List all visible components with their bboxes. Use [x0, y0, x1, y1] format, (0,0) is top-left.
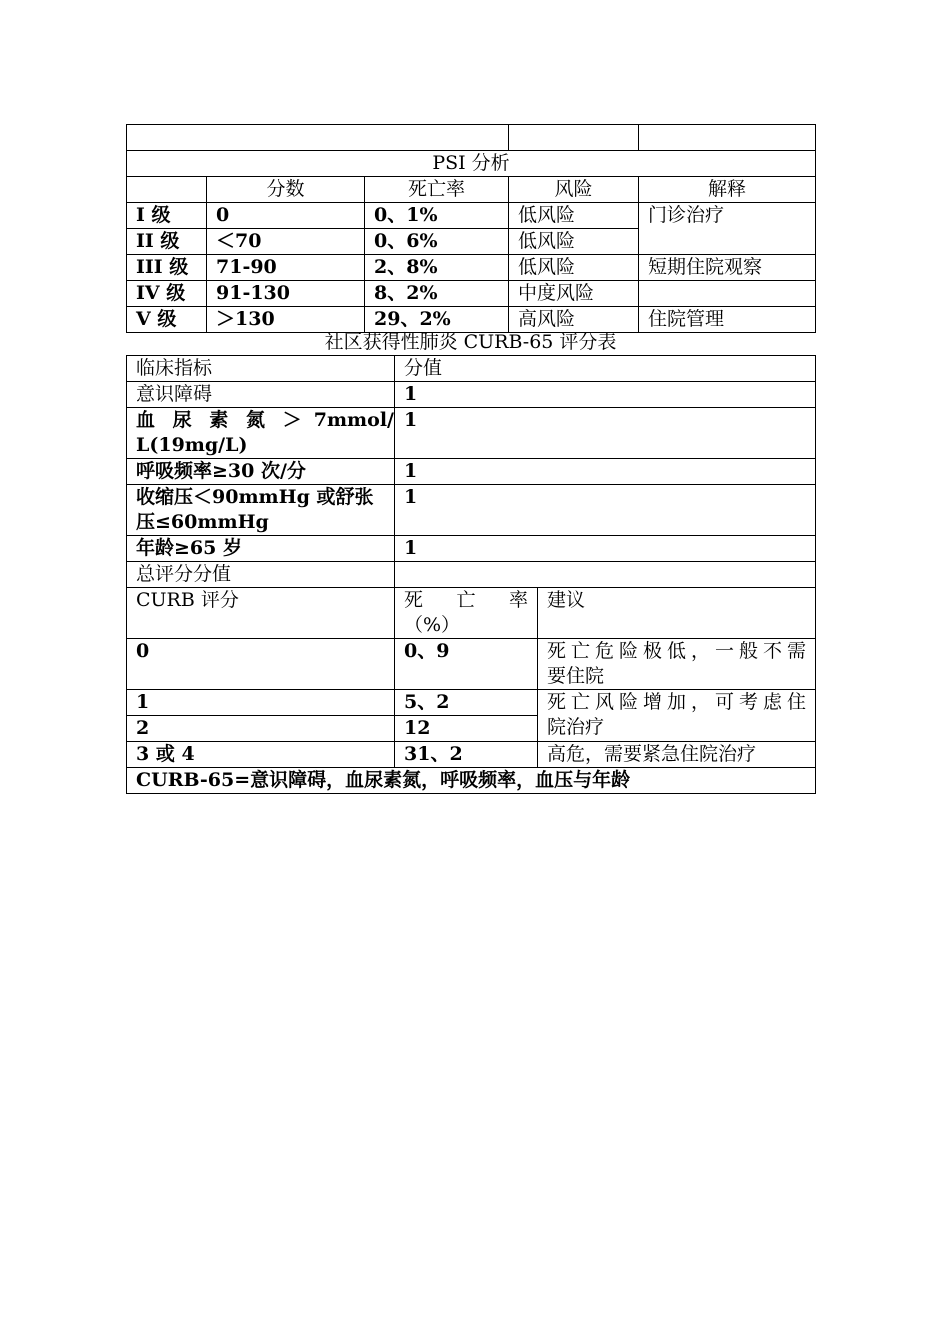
curb-advice-line: 院治疗: [547, 716, 605, 738]
curb-score-row: [127, 690, 816, 716]
curb-header-value: 分值: [395, 356, 816, 382]
curb-header-row: [127, 356, 816, 382]
psi-mortality: 0、1%: [365, 203, 509, 229]
curb-score: 1: [127, 690, 395, 716]
psi-title: PSI 分析: [127, 151, 816, 177]
psi-header-mortality: 死亡率: [365, 177, 509, 203]
psi-score: 71-90: [207, 255, 365, 281]
psi-grade: III 级: [127, 255, 207, 281]
psi-explanation: 短期住院观察: [639, 255, 816, 281]
curb-score-header: CURB 评分: [127, 588, 395, 639]
curb-indicator: [127, 408, 395, 459]
curb-value: 1: [395, 459, 816, 485]
psi-row: [127, 307, 816, 333]
psi-risk: 高风险: [509, 307, 639, 333]
psi-score: 0: [207, 203, 365, 229]
curb-item-row: [127, 485, 816, 536]
psi-mortality: 8、2%: [365, 281, 509, 307]
psi-table: [126, 124, 816, 333]
psi-header-explanation: 解释: [639, 177, 816, 203]
curb-indicator-line: 血 尿 素 氮 ＞ 7mmol/: [136, 409, 394, 431]
curb-value: 1: [395, 382, 816, 408]
psi-mortality: 2、8%: [365, 255, 509, 281]
curb-indicator-line: L(19mg/L): [136, 434, 248, 456]
psi-mortality: 29、2%: [365, 307, 509, 333]
curb-total-value: [395, 562, 816, 588]
blank-cell: [127, 125, 509, 151]
curb-item-row: [127, 408, 816, 459]
psi-row: [127, 255, 816, 281]
curb-mortality-header-line: （%）: [404, 614, 461, 636]
curb-indicator: 年龄≥65 岁: [127, 536, 395, 562]
curb-score: 3 或 4: [127, 742, 395, 768]
curb-advice-line: 要住院: [547, 665, 605, 687]
psi-risk: 低风险: [509, 255, 639, 281]
psi-header-risk: 风险: [509, 177, 639, 203]
psi-score: 91-130: [207, 281, 365, 307]
curb-mortality: 5、2: [395, 690, 538, 716]
psi-grade: IV 级: [127, 281, 207, 307]
psi-grade: V 级: [127, 307, 207, 333]
psi-explanation: 住院管理: [639, 307, 816, 333]
curb-advice: [538, 639, 816, 690]
psi-score: ＜70: [207, 229, 365, 255]
curb-score-header-row: [127, 588, 816, 639]
psi-grade: II 级: [127, 229, 207, 255]
blank-cell: [639, 125, 816, 151]
psi-mortality: 0、6%: [365, 229, 509, 255]
curb-total-row: [127, 562, 816, 588]
psi-risk: 低风险: [509, 203, 639, 229]
psi-header-row: [127, 177, 816, 203]
curb-score: 0: [127, 639, 395, 690]
curb-score: 2: [127, 716, 395, 742]
curb-advice-header: 建议: [538, 588, 816, 639]
curb-item-row: [127, 382, 816, 408]
curb-value: 1: [395, 408, 816, 459]
curb-value: 1: [395, 485, 816, 536]
curb-table: [126, 355, 816, 794]
psi-score: ＞130: [207, 307, 365, 333]
psi-header-score: 分数: [207, 177, 365, 203]
curb-item-row: [127, 536, 816, 562]
psi-title-row: [127, 151, 816, 177]
curb-item-row: [127, 459, 816, 485]
psi-explanation-empty: [639, 281, 816, 307]
curb-mortality: 31、2: [395, 742, 538, 768]
psi-row: [127, 281, 816, 307]
blank-cell: [509, 125, 639, 151]
curb-caption: 社区获得性肺炎 CURB-65 评分表: [324, 331, 617, 353]
curb-value: 1: [395, 536, 816, 562]
curb-advice-line: 死亡危险极低，一般不需: [547, 640, 807, 662]
psi-risk: 低风险: [509, 229, 639, 255]
curb-mortality: 12: [395, 716, 538, 742]
curb-indicator: 意识障碍: [127, 382, 395, 408]
curb-score-row: [127, 639, 816, 690]
curb-advice-line: 死亡风险增加，可考虑住: [547, 691, 807, 713]
curb-mortality-header-line: 死 亡 率: [404, 589, 528, 611]
blank-row: [127, 125, 816, 151]
curb-indicator: [127, 485, 395, 536]
curb-header-indicator: 临床指标: [127, 356, 395, 382]
curb-footnote-row: [127, 768, 816, 794]
psi-row: [127, 203, 816, 229]
curb-mortality: 0、9: [395, 639, 538, 690]
psi-header-grade: [127, 177, 207, 203]
curb-advice: [538, 690, 816, 742]
psi-grade: I 级: [127, 203, 207, 229]
curb-total-label: 总评分分值: [127, 562, 395, 588]
psi-risk: 中度风险: [509, 281, 639, 307]
curb-score-row: [127, 742, 816, 768]
curb-indicator-line: 压≤60mmHg: [136, 511, 269, 533]
curb-footnote: CURB-65=意识障碍，血尿素氮，呼吸频率，血压与年龄: [127, 768, 816, 794]
curb-advice: 高危，需要紧急住院治疗: [538, 742, 816, 768]
curb-mortality-header: [395, 588, 538, 639]
curb-indicator: 呼吸频率≥30 次/分: [127, 459, 395, 485]
curb-indicator-line: 收缩压＜90mmHg 或舒张: [136, 486, 374, 508]
psi-explanation: 门诊治疗: [639, 203, 816, 255]
